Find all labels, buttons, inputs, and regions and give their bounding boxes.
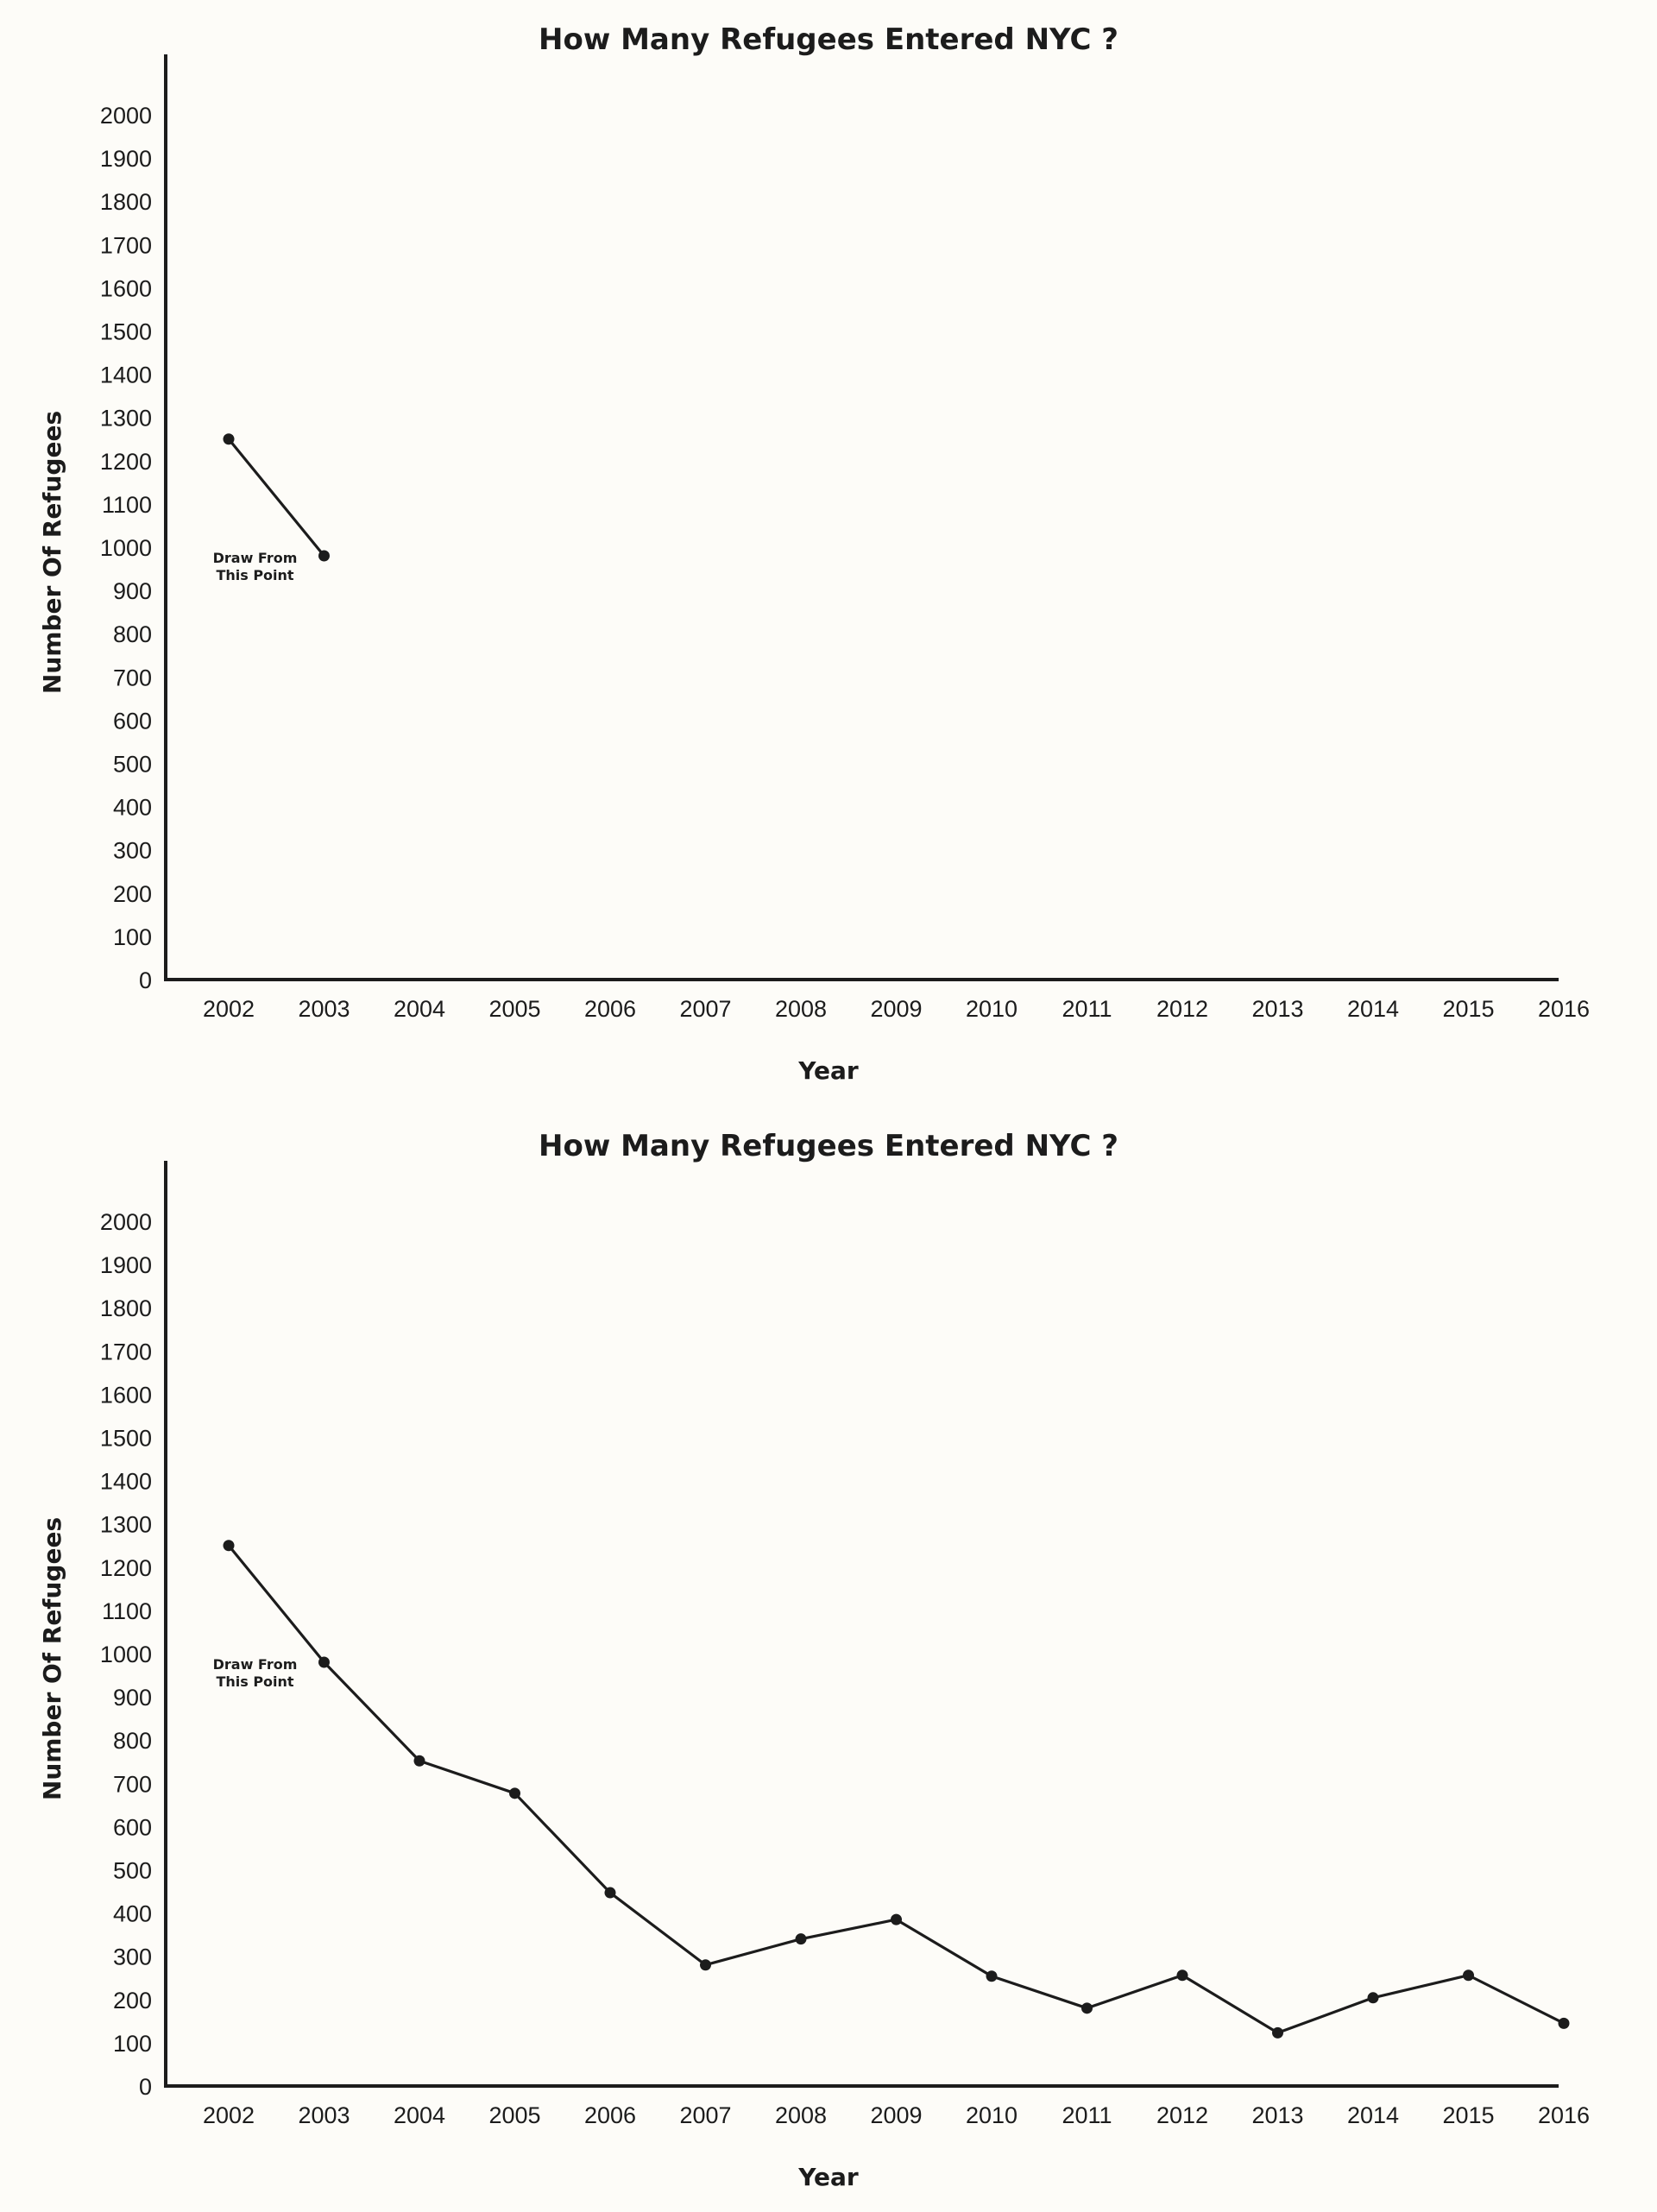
- x-tick-label: 2013: [1251, 996, 1304, 1022]
- line-chart-2: [0, 1106, 1657, 2212]
- x-tick-label: 2013: [1251, 2102, 1304, 2128]
- y-tick-label: 1200: [99, 448, 152, 475]
- annotation-text: This Point: [216, 567, 294, 583]
- y-tick-label: 1600: [99, 275, 152, 302]
- y-tick-label: 1900: [99, 1252, 152, 1279]
- x-tick-label: 2008: [774, 2102, 828, 2128]
- x-tick-label: 2008: [774, 996, 828, 1022]
- x-tick-label: 2012: [1156, 996, 1209, 1022]
- x-tick-label: 2002: [202, 996, 255, 1022]
- data-point: [891, 1914, 902, 1925]
- x-tick-label: 2006: [583, 996, 637, 1022]
- y-tick-label: 1600: [99, 1382, 152, 1408]
- y-tick-label: 1500: [99, 318, 152, 345]
- y-tick-label: 800: [112, 621, 152, 648]
- y-tick-label: 600: [112, 708, 152, 734]
- y-tick-label: 1500: [99, 1425, 152, 1452]
- data-point: [700, 1959, 711, 1970]
- data-point: [318, 551, 330, 562]
- y-tick-label: 100: [112, 923, 152, 950]
- y-tick-label: 1700: [99, 1339, 152, 1365]
- y-tick-label: 700: [112, 1771, 152, 1798]
- annotation-text: Draw From: [212, 550, 298, 566]
- y-tick-label: 300: [112, 837, 152, 864]
- y-tick-label: 600: [112, 1814, 152, 1841]
- data-point: [1177, 1969, 1188, 1981]
- y-tick-label: 1700: [99, 232, 152, 259]
- data-point: [318, 1657, 330, 1668]
- y-tick-label: 1200: [99, 1554, 152, 1581]
- y-tick-label: 1400: [99, 1468, 152, 1495]
- series-line: [229, 1546, 1564, 2033]
- data-point: [224, 433, 235, 444]
- data-point: [509, 1787, 520, 1799]
- data-point: [1368, 1992, 1379, 2003]
- data-point: [224, 1540, 235, 1551]
- annotation-text: This Point: [216, 1673, 294, 1690]
- data-point: [414, 1755, 425, 1767]
- x-tick-label: 2015: [1442, 996, 1495, 1022]
- y-tick-label: 400: [112, 794, 152, 821]
- y-tick-label: 1300: [99, 405, 152, 432]
- x-tick-label: 2005: [488, 2102, 541, 2128]
- y-tick-label: 2000: [99, 103, 152, 129]
- data-point: [1559, 2018, 1570, 2029]
- x-tick-label: 2016: [1537, 2102, 1591, 2128]
- y-tick-label: 700: [112, 665, 152, 691]
- y-tick-label: 1000: [99, 535, 152, 561]
- x-tick-label: 2012: [1156, 2102, 1209, 2128]
- y-tick-label: 500: [112, 1857, 152, 1884]
- y-tick-label: 800: [112, 1728, 152, 1755]
- x-tick-label: 2010: [965, 996, 1018, 1022]
- x-tick-label: 2003: [298, 996, 350, 1022]
- x-tick-label: 2011: [1062, 2102, 1112, 2128]
- x-axis-label: Year: [798, 2163, 859, 2191]
- data-point: [986, 1970, 998, 1982]
- y-tick-label: 1300: [99, 1511, 152, 1538]
- chart-title: How Many Refugees Entered NYC ?: [539, 1129, 1118, 1163]
- x-tick-label: 2003: [298, 2102, 350, 2128]
- x-tick-label: 2005: [488, 996, 541, 1022]
- chart-title: How Many Refugees Entered NYC ?: [539, 22, 1118, 57]
- data-point: [605, 1887, 616, 1899]
- x-tick-label: 2006: [583, 2102, 637, 2128]
- y-tick-label: 500: [112, 751, 152, 778]
- x-tick-label: 2004: [393, 2102, 446, 2128]
- x-axis-label: Year: [798, 1056, 859, 1085]
- x-tick-label: 2010: [965, 2102, 1018, 2128]
- y-tick-label: 1800: [99, 1295, 152, 1322]
- y-tick-label: 0: [138, 967, 152, 993]
- x-tick-label: 2009: [870, 2102, 923, 2128]
- y-tick-label: 1900: [99, 146, 152, 173]
- data-point: [796, 1933, 807, 1944]
- x-tick-label: 2016: [1537, 996, 1591, 1022]
- series-line: [229, 439, 324, 556]
- y-axis-label: Number Of Refugees: [38, 410, 66, 695]
- y-tick-label: 1800: [99, 189, 152, 216]
- annotation-text: Draw From: [212, 1656, 298, 1673]
- y-tick-label: 300: [112, 1944, 152, 1970]
- x-tick-label: 2015: [1442, 2102, 1495, 2128]
- y-tick-label: 1100: [101, 1598, 152, 1624]
- y-axis-label: Number Of Refugees: [38, 1516, 66, 1801]
- y-tick-label: 400: [112, 1900, 152, 1927]
- y-tick-label: 1000: [99, 1642, 152, 1667]
- y-tick-label: 1400: [99, 362, 152, 388]
- x-tick-label: 2011: [1062, 996, 1112, 1022]
- data-point: [1463, 1969, 1474, 1981]
- x-tick-label: 2014: [1346, 996, 1400, 1022]
- data-point: [1272, 2027, 1283, 2039]
- y-tick-label: 200: [112, 1987, 152, 2013]
- y-tick-label: 2000: [99, 1209, 152, 1235]
- x-tick-label: 2007: [679, 996, 732, 1022]
- y-tick-label: 100: [112, 2030, 152, 2057]
- y-tick-label: 200: [112, 880, 152, 907]
- x-tick-label: 2002: [202, 2102, 255, 2128]
- data-point: [1081, 2002, 1093, 2013]
- x-tick-label: 2007: [679, 2102, 732, 2128]
- y-tick-label: 1100: [101, 491, 152, 518]
- x-tick-label: 2014: [1346, 2102, 1400, 2128]
- chart-panel-2: [0, 1106, 1657, 2212]
- y-tick-label: 900: [112, 1685, 152, 1711]
- y-tick-label: 0: [138, 2074, 152, 2100]
- x-tick-label: 2004: [393, 996, 446, 1022]
- x-tick-label: 2009: [870, 996, 923, 1022]
- y-tick-label: 900: [112, 578, 152, 605]
